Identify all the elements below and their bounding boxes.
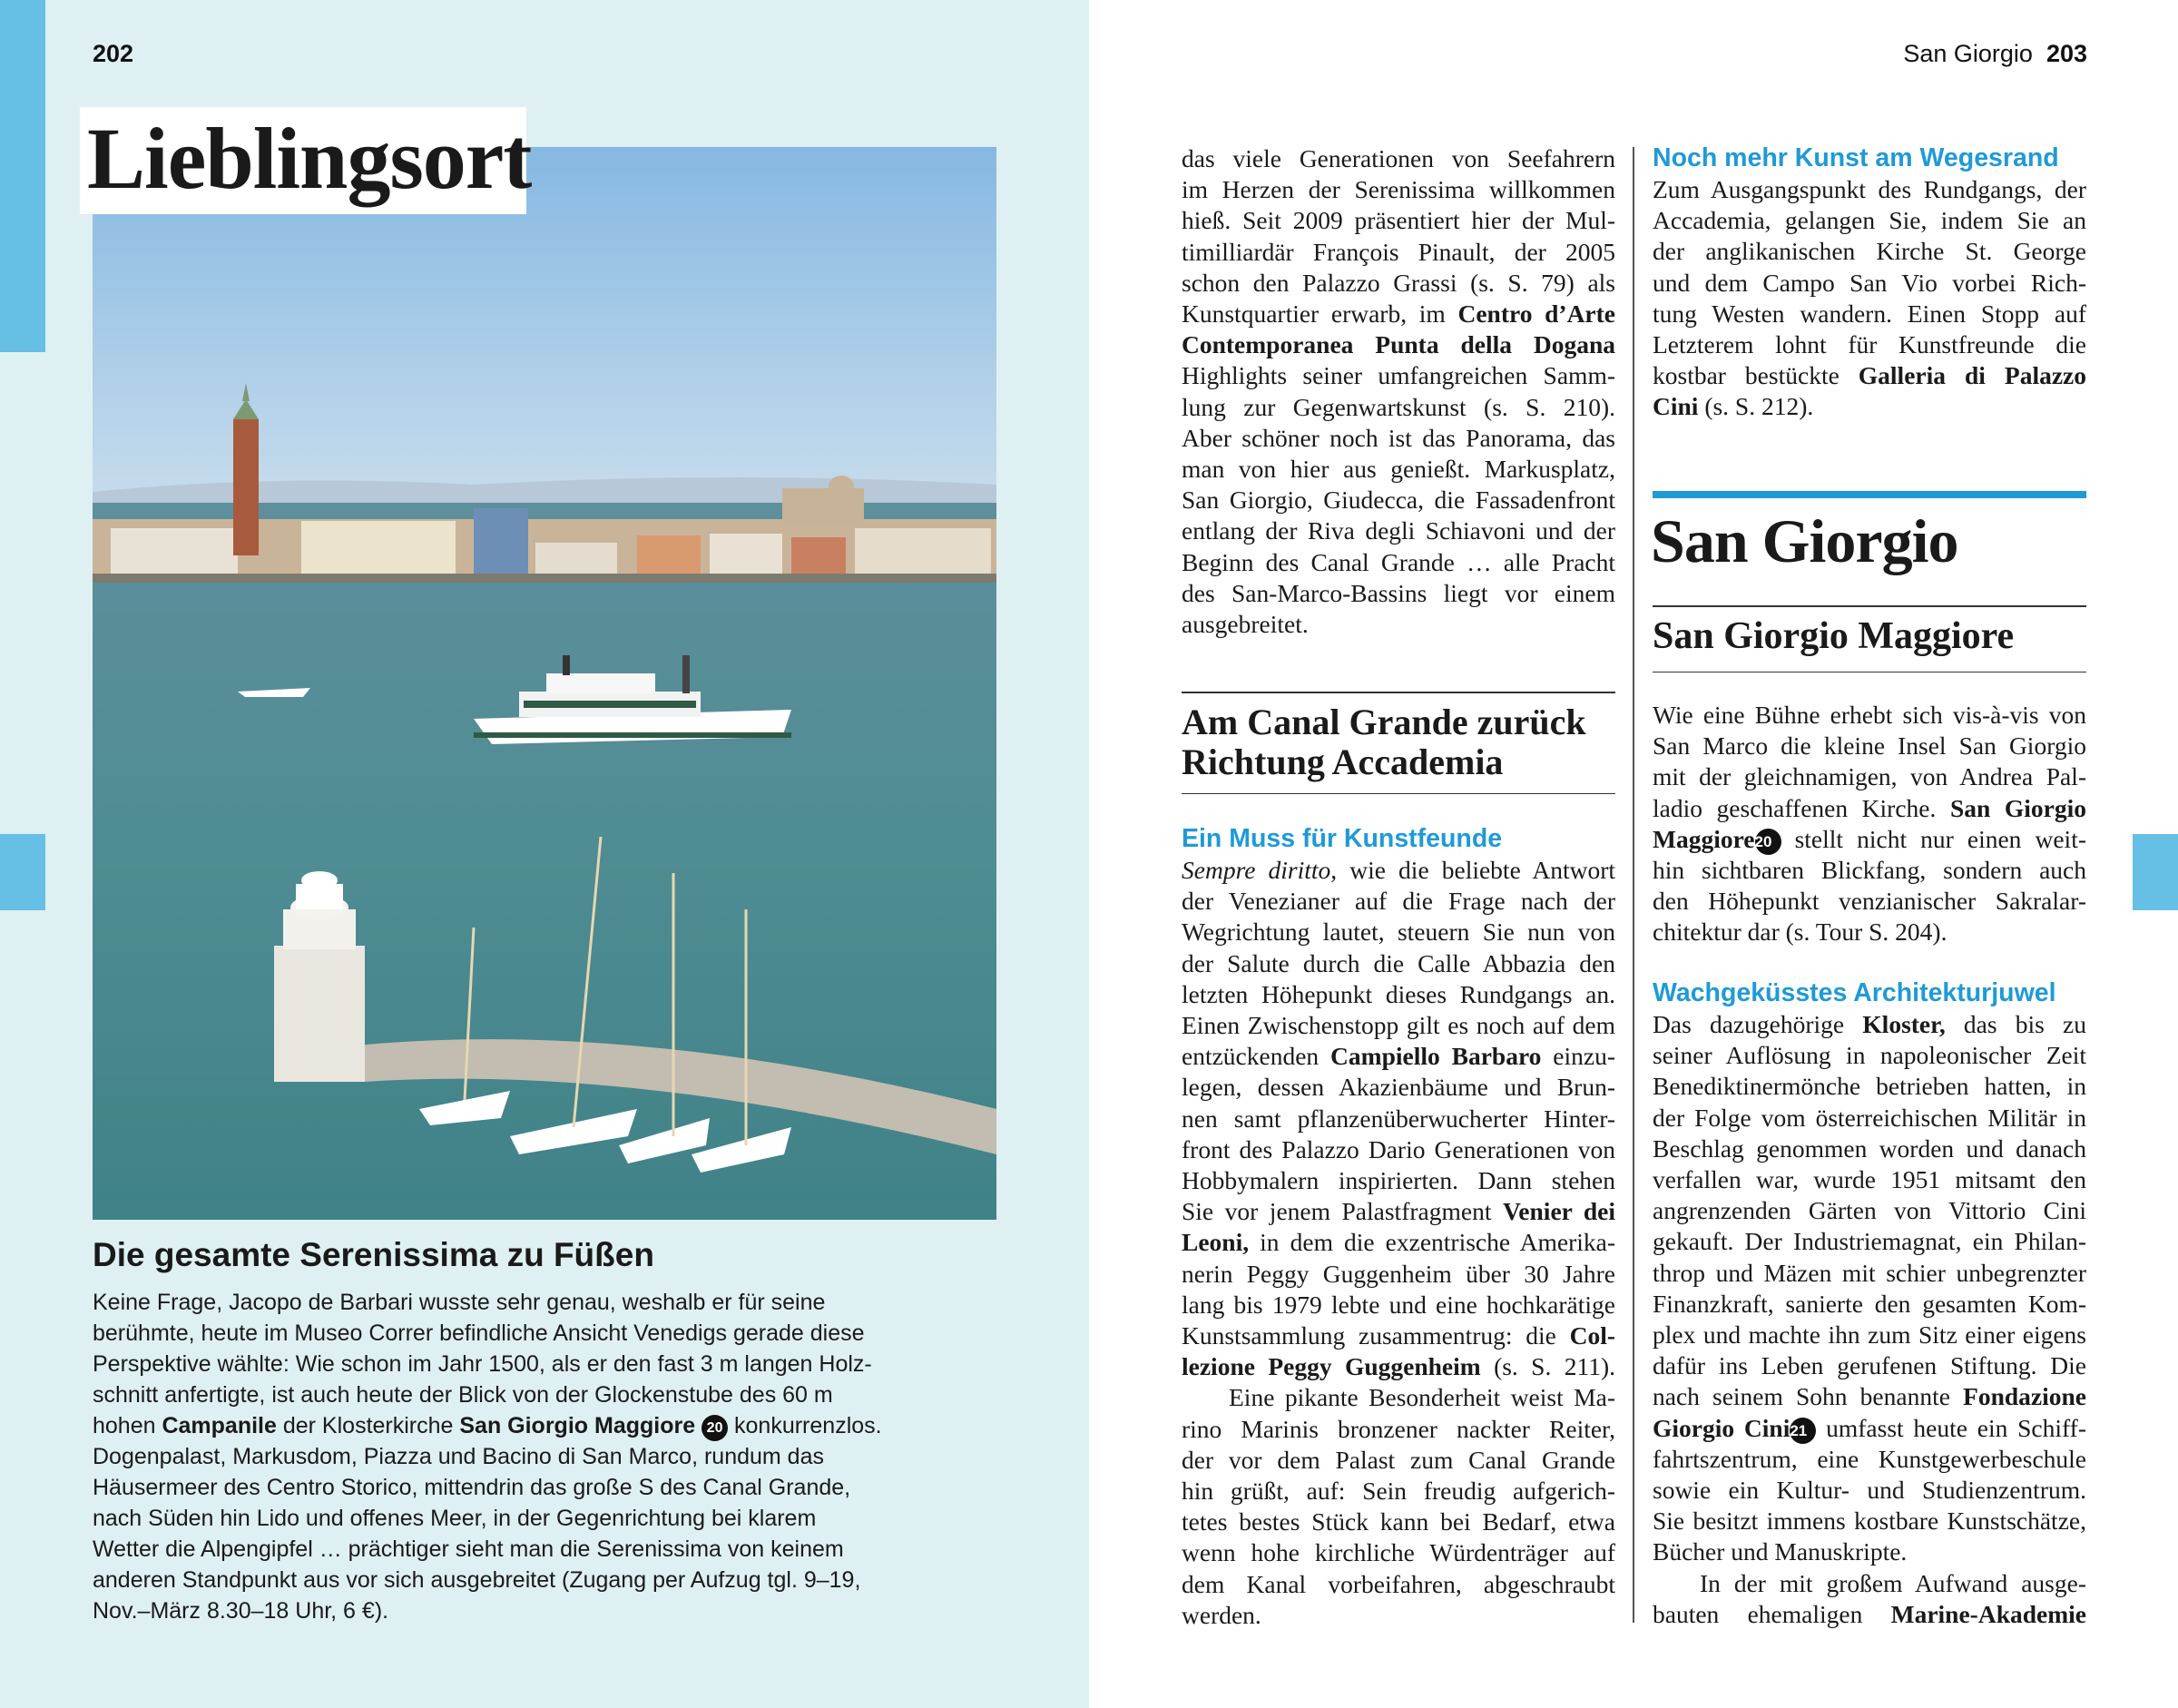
text-run: ladio geschaffenen Kirche. (1653, 793, 1950, 822)
text-line: Eine pikante Besonderheit weist Ma- (1229, 1383, 1615, 1412)
text-run: (s. S. 211). (1480, 1352, 1615, 1381)
subheading-noch-mehr-kunst: Noch mehr Kunst am Wegesrand (1653, 143, 2059, 172)
text-line: mit der gleichnamigen, von Andrea Pal- (1653, 762, 2086, 791)
section-heading-canal-grande (1182, 702, 1586, 782)
thumb-tab-top (0, 0, 45, 352)
text-line: hin grüßt, auf: Sein freudig aufgerich- (1182, 1477, 1615, 1506)
text-line: Zum Ausgangspunkt des Rundgangs, der (1653, 175, 2086, 203)
column-2-p1 (1653, 174, 2086, 423)
text-line: tetes bestes Stück kann bei Bedarf, etwa (1182, 1507, 1615, 1536)
text-line: Bücher und Manuskripte. (1653, 1537, 1908, 1566)
box-line: berühmte, heute im Museo Correr befindliche Ansicht Venedigs gerade diese (93, 1320, 865, 1346)
text-line: Sie besitzt immens kostbare Kunstschätze, (1653, 1507, 2086, 1536)
text-line: San Marco die kleine Insel San Giorgio (1653, 731, 2086, 761)
text-line: seiner Auflösung in napoleonischer Zeit (1653, 1041, 2086, 1070)
column-1-p2 (1182, 855, 1615, 1631)
text-line: hin sichtbaren Blickfang, sondern auch (1653, 856, 2086, 885)
text-run: entzückenden (1182, 1042, 1331, 1071)
box-line: Keine Frage, Jacopo de Barbari wusste sehr genau, weshalb er für seine (93, 1290, 826, 1315)
section-title-san-giorgio: San Giorgio (1651, 506, 1958, 575)
text-line: angrenzenden Gärten von Vittorio Cini (1653, 1196, 2086, 1225)
text-line: legen, dessen Akazienbäume und Brun- (1182, 1073, 1615, 1102)
text-line: man von hier aus genießt. Markusplatz, (1182, 455, 1615, 484)
text-line: throp und Mäzen mit schier unbegrenzter (1653, 1258, 2086, 1287)
text-line: plex und machte ihn zum Sitz einer eigens (1653, 1320, 2086, 1350)
bold-term: Campiello Barbaro (1330, 1042, 1542, 1071)
column-2-p2 (1653, 700, 2086, 948)
text-line (1653, 391, 2086, 422)
box-line (93, 1410, 1000, 1441)
text-line (1653, 1599, 2086, 1630)
box-body (93, 1287, 1000, 1626)
heading-line: Am Canal Grande zurück (1182, 702, 1586, 742)
section-accent-bar (1653, 491, 2086, 498)
running-header (1886, 40, 2087, 68)
text-line: nen samt pflanzenüberwucherter Hinter- (1182, 1104, 1615, 1133)
box-line: Wetter die Alpengipfel … prächtiger sieht man die Serenissima von keinem (93, 1536, 844, 1562)
campanile-term: Campanile (162, 1413, 277, 1438)
section-rule (1182, 793, 1615, 794)
text-line: Hobbymalern inspirierten. Dann stehen (1182, 1166, 1615, 1195)
text-line: Accademia, gelangen Sie, indem Sie an (1653, 206, 2086, 235)
text-run: Das dazugehörige (1653, 1010, 1863, 1038)
map-marker-20-icon: 20 (701, 1415, 728, 1441)
text-line: Benediktinermönche betrieben hatten, in (1653, 1072, 2086, 1101)
box-line: nach Süden hin Lido und offenes Meer, in der Gegenrichtung bei klarem (93, 1506, 817, 1531)
box-heading: Die gesamte Serenissima zu Füßen (93, 1236, 654, 1273)
bold-term: Fondazione (1963, 1382, 2086, 1411)
text-run: Sie vor jenem Palastfragment (1182, 1197, 1503, 1226)
box-line: Nov.–März 8.30–18 Uhr, 6 €). (93, 1598, 389, 1624)
text-line: dem Kanal vorbeifahren, abgeschraubt (1182, 1569, 1615, 1598)
section-rule (1653, 605, 2086, 607)
text-run: einzu- (1541, 1042, 1616, 1071)
map-marker-21-icon: 21 (1790, 1418, 1816, 1444)
text-line: In der mit großem Aufwand ausge- (1700, 1568, 2086, 1597)
text-run: Kunstsammlung zusammentrug: die (1182, 1321, 1570, 1350)
text-line (1653, 1381, 2086, 1412)
text-line: gekauft. Der Industriemagnat, ein Philan- (1653, 1227, 2086, 1256)
text-line: des San-Marco-Bassins liegt vor einem (1182, 578, 1615, 607)
column-2-p3 (1653, 1009, 2086, 1630)
text-line: werden. (1182, 1600, 1261, 1629)
text-run: nach seinem Sohn benannte (1653, 1382, 1964, 1411)
text-run: kostbar bestückte (1653, 361, 1859, 390)
text-line: und dem Campo San Vio vorbei Rich- (1653, 268, 2086, 297)
text-line (1182, 1196, 1615, 1227)
text-line: Wie eine Bühne erhebt sich vis-à-vis von (1653, 701, 2086, 729)
box-line: anderen Standpunkt aus vor sich ausgebreitet (Zugang per Aufzug tgl. 9–19, (93, 1567, 861, 1593)
text-line (1182, 1351, 1615, 1382)
text-line: Aber schöner noch ist das Panorama, das (1182, 423, 1615, 452)
text-line: den Höhepunkt venzianischer Sakralar- (1653, 887, 2086, 916)
text-line (1653, 1413, 2086, 1444)
text-run: wie die beliebte Antwort (1337, 856, 1616, 884)
box-line: Häusermeer des Centro Storico, mittendrin das große S des Canal Grande, (93, 1475, 851, 1500)
text-line: im Herzen der Serenissima willkommen (1182, 175, 1615, 204)
bold-term: lezione Peggy Guggenheim (1182, 1352, 1481, 1381)
bold-term: Col- (1569, 1321, 1615, 1350)
text-line: Einen Zwischenstopp gilt es noch auf dem (1182, 1011, 1615, 1040)
text-line: dafür ins Leben gerufenen Stiftung. Die (1653, 1351, 2086, 1380)
san-giorgio-maggiore-term: San Giorgio Maggiore (459, 1413, 696, 1438)
thumb-tab-right (2133, 834, 2178, 910)
text-line: tung Westen wandern. Einen Stopp auf (1653, 299, 2086, 328)
thumb-tab-middle (0, 834, 45, 910)
text-line: front des Palazzo Dario Generationen von (1182, 1134, 1615, 1163)
bold-term: Marine-Akademie (1890, 1599, 2086, 1628)
text-line (1182, 299, 1615, 329)
text-line (1653, 360, 2086, 391)
map-marker-20-icon: 20 (1755, 829, 1781, 855)
text-line: nerin Peggy Guggenheim über 30 Jahre (1182, 1259, 1615, 1288)
text-line (1653, 824, 2086, 855)
box-line: Perspektive wählte: Wie schon im Jahr 1500, als er den fast 3 m langen Holz- (93, 1351, 872, 1377)
text-line: Letzterem lohnt für Kunstfreunde die (1653, 330, 2086, 359)
section-rule (1182, 692, 1615, 693)
text-line: der vor dem Palast zum Canal Grande (1182, 1445, 1615, 1474)
text-line: der Venezianer auf die Frage nach der (1182, 887, 1615, 916)
subheading-kunstfeunde: Ein Muss für Kunstfeunde (1182, 824, 1503, 853)
text-run: umfasst heute ein Schiff- (1816, 1413, 2086, 1442)
text-run: stellt nicht nur einen weit- (1781, 824, 2086, 853)
text-line: San Giorgio, Giudecca, die Fassadenfront (1182, 486, 1615, 515)
box-text: konkurrenzlos. (728, 1413, 882, 1438)
box-text: der Klosterkirche (276, 1413, 460, 1438)
text-line: letzten Höhepunkt dieses Rundgangs an. (1182, 979, 1615, 1008)
bold-term: Giorgio Cini (1653, 1413, 1790, 1442)
bold-term: Galleria di Palazzo (1858, 361, 2086, 390)
heading-line: Richtung Accademia (1182, 741, 1504, 782)
text-line: verfallen war, wurde 1951 mitsamt den (1653, 1165, 2086, 1194)
box-line: Dogenpalast, Markusdom, Piazza und Bacino di San Marco, rundum das (93, 1444, 824, 1469)
running-header-section: San Giorgio (1903, 40, 2033, 67)
text-line: timilliardär François Pinault, der 2005 (1182, 237, 1615, 266)
text-line: entlang der Riva degli Schiavoni und der (1182, 516, 1615, 545)
text-line: chitektur dar (s. Tour S. 204). (1653, 918, 1947, 947)
text-run: (s. S. 212). (1698, 392, 1814, 421)
text-line: Highlights seiner umfangreichen Samm- (1182, 361, 1615, 390)
section-subtitle-san-giorgio-maggiore: San Giorgio Maggiore (1653, 615, 2015, 657)
text-line (1182, 1320, 1615, 1351)
text-line: schon den Palazzo Grassi (s. S. 79) als (1182, 268, 1615, 297)
box-text (695, 1413, 701, 1438)
text-line (1182, 1227, 1615, 1258)
text-line: lang bis 1979 lebte und eine hochkarätige (1182, 1290, 1615, 1319)
text-run: das bis zu (1945, 1010, 2086, 1038)
page-number-left: 202 (93, 40, 134, 67)
text-line (1182, 855, 1615, 886)
text-line (1653, 793, 2086, 824)
subheading-wachgekuesstes: Wachgeküsstes Architekturjuwel (1653, 978, 2056, 1007)
bold-term: Kloster, (1862, 1010, 1946, 1038)
box-text: hohen (93, 1413, 162, 1438)
text-line: wenn hohe kirchliche Würdenträger auf (1182, 1538, 1615, 1567)
column-divider (1633, 147, 1634, 1623)
text-line (1182, 329, 1615, 360)
text-run: in dem die exzentrische Amerika- (1249, 1228, 1615, 1257)
venice-panorama-photo (93, 147, 996, 1220)
bold-term: Contemporanea Punta della Dogana (1182, 330, 1615, 359)
text-line: der Salute durch die Calle Abbazia den (1182, 948, 1615, 977)
page-number-right: 203 (2046, 40, 2087, 67)
bold-term: Leoni, (1182, 1228, 1250, 1257)
text-line: das viele Generationen von Seefahrern (1182, 144, 1615, 172)
text-line: ausgebreitet. (1182, 610, 1309, 639)
text-line: rino Marinis bronzener nackter Reiter, (1182, 1414, 1615, 1443)
text-line: hieß. Seit 2009 präsentiert hier der Mul- (1182, 206, 1615, 235)
text-line: sowie ein Kultur- und Studienzentrum. (1653, 1476, 2086, 1505)
text-line: Beschlag genommen worden und danach (1653, 1134, 2086, 1163)
bold-term: San Giorgio (1949, 793, 2086, 822)
text-line: fahrtszentrum, eine Kunstgewerbeschule (1653, 1444, 2086, 1473)
text-line (1653, 1009, 2086, 1040)
box-line: schnitt anfertigte, ist auch heute der Blick von der Glockenstube des 60 m (93, 1382, 833, 1408)
text-line (1182, 1041, 1615, 1072)
bold-term: Maggiore (1653, 824, 1755, 853)
text-line: der anglikanischen Kirche St. George (1653, 237, 2086, 266)
text-line: der Folge vom österreichischen Militär in (1653, 1103, 2086, 1132)
bold-term: Centro d’Arte (1457, 299, 1615, 329)
italic-term: Sempre diritto, (1182, 856, 1338, 884)
column-1-p1 (1182, 143, 1615, 640)
lieblingsort-title: Lieblingsort (87, 110, 532, 207)
text-line: lung zur Gegenwartskunst (s. S. 210). (1182, 392, 1615, 421)
bold-term: Venier dei (1502, 1197, 1616, 1226)
text-run: bauten ehemaligen (1653, 1599, 1891, 1628)
text-line: Wegrichtung lautet, steuern Sie nun von (1182, 918, 1615, 947)
text-line: Finanzkraft, sanierte den gesamten Kom- (1653, 1289, 2086, 1318)
bold-term: Cini (1653, 392, 1699, 421)
text-run: Kunstquartier erwarb, im (1182, 299, 1458, 329)
text-line: Beginn des Canal Grande … alle Pracht (1182, 547, 1615, 576)
